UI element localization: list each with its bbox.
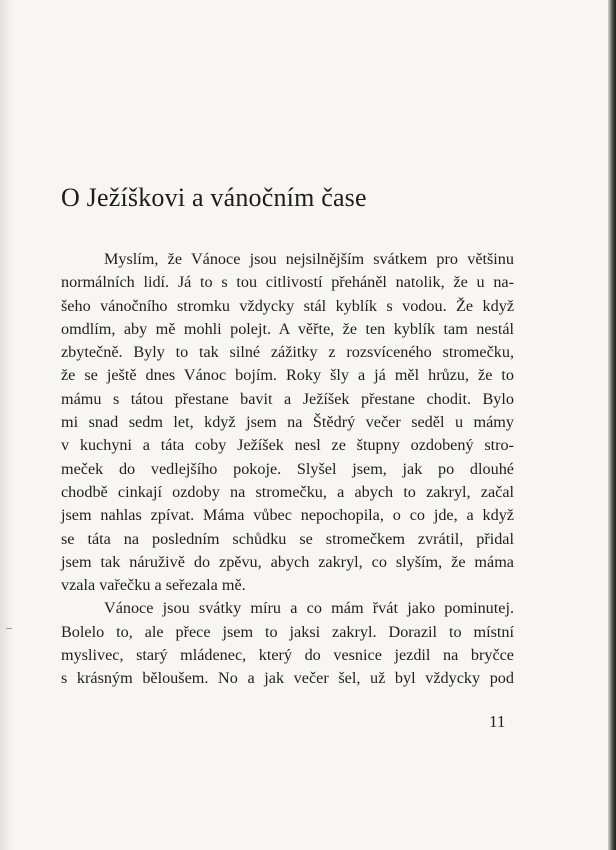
text-line: s krásným běloušem. No a jak večer šel, už byl vždycky pod <box>61 669 514 688</box>
text-line: jsem nahlas zpívat. Máma vůbec nepochopila, o co jde, a když <box>61 506 514 525</box>
text-line: šeho vánočního stromku vždycky stál kyblík s vodou. Že když <box>61 296 514 315</box>
page-edge <box>608 0 616 850</box>
gutter-shadow <box>0 0 14 850</box>
text-line: normálních lidí. Já to s tou citlivostí přeháněl natolik, že u na- <box>61 273 514 292</box>
text-line: Myslím, že Vánoce jsou nejsilnějším svátkem pro většinu <box>104 250 514 268</box>
text-line: mi snad sedm let, když jsem na Štědrý večer seděl u mámy <box>61 413 514 432</box>
text-line: že se ještě dnes Vánoc bojím. Roky šly a já měl hrůzu, že to <box>61 366 514 385</box>
body-text <box>61 248 514 691</box>
text-line: vzala vařečku a seřezala mě. <box>61 576 246 595</box>
text-line: omdlím, aby mě mohli polejt. A věřte, že ten kyblík tam nestál <box>61 319 514 338</box>
text-line: v kuchyni a táta coby Ježíšek nesl ze štupny ozdobený stro- <box>61 436 514 455</box>
text-line: Bolelo to, ale přece jsem to jaksi zakryl. Dorazil to místní <box>61 622 514 641</box>
margin-mark <box>6 628 12 629</box>
chapter-title: O Ježíškovi a vánočním čase <box>61 183 367 212</box>
text-line: meček do vedlejšího pokoje. Slyšel jsem, jak po dlouhé <box>61 459 514 478</box>
text-line: myslivec, starý mládenec, který do vesnice jezdil na bryčce <box>61 646 514 665</box>
text-line: mámu s tátou přestane bavit a Ježíšek přestane chodit. Bylo <box>61 389 514 408</box>
paragraph-2 <box>61 597 514 690</box>
text-line: Vánoce jsou svátky míru a co mám řvát jako pominutej. <box>104 599 514 618</box>
text-line: jsem tak náruživě do zpěvu, abych zakryl, co slyším, že máma <box>61 552 514 571</box>
paragraph-1 <box>61 248 514 597</box>
text-line: chodbě cinkají ozdoby na stromečku, a abych to zakryl, začal <box>61 482 514 501</box>
text-line: zbytečně. Byly to tak silné zážitky z rozsvíceného stromečku, <box>61 343 514 362</box>
text-line: se táta na posledním schůdku se stromečkem zvrátil, přidal <box>61 529 514 548</box>
page-number: 11 <box>489 712 506 731</box>
